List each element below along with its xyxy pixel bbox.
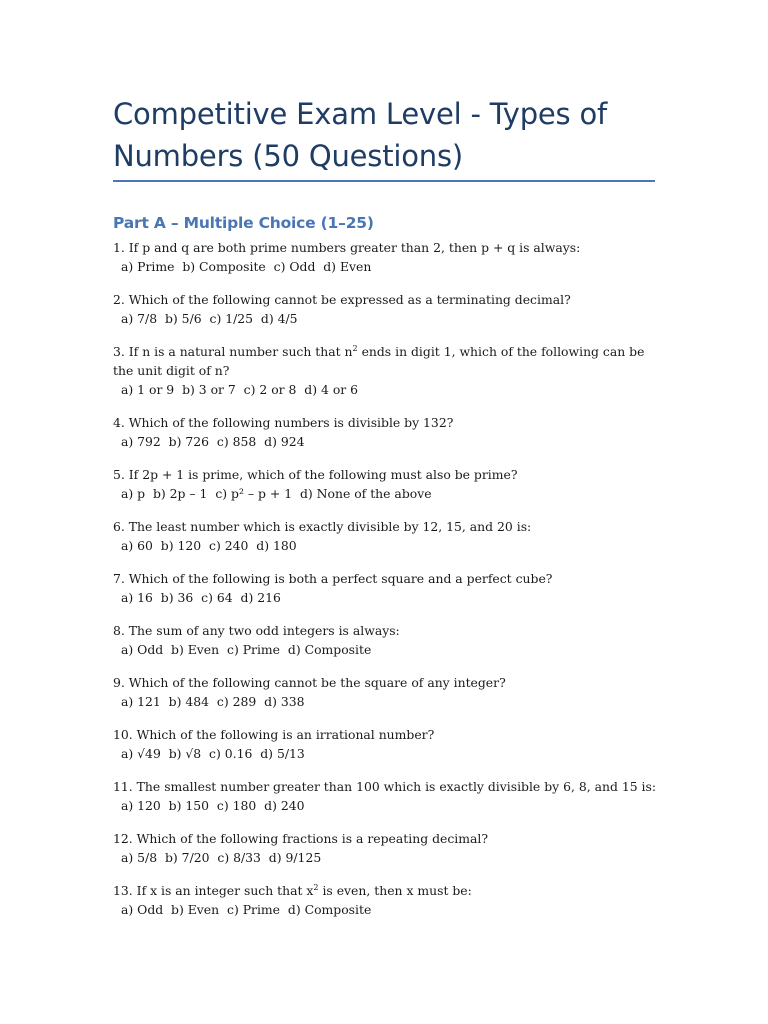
question-text xyxy=(113,673,658,692)
question-text xyxy=(113,238,658,257)
question-body: The least number which is exactly divisible by 12, 15, and 20 is: xyxy=(128,519,532,534)
question-number: 3. xyxy=(113,344,125,359)
question-5 xyxy=(113,465,658,504)
question-12 xyxy=(113,829,658,868)
question-number: 4. xyxy=(113,415,125,430)
answer-options: a) 7/8 b) 5/6 c) 1/25 d) 4/5 xyxy=(121,311,298,326)
question-body: Which of the following is an irrational number? xyxy=(136,727,435,742)
question-8 xyxy=(113,621,658,660)
question-text xyxy=(113,725,658,744)
question-text xyxy=(113,465,658,484)
answer-options: a) 120 b) 150 c) 180 d) 240 xyxy=(121,798,305,813)
question-number: 7. xyxy=(113,571,125,586)
question-6 xyxy=(113,517,658,556)
question-text xyxy=(113,777,658,796)
question-text xyxy=(113,342,658,380)
question-9 xyxy=(113,673,658,712)
question-number: 5. xyxy=(113,467,125,482)
answer-options: a) Prime b) Composite c) Odd d) Even xyxy=(121,259,372,274)
question-7 xyxy=(113,569,658,608)
answer-options: a) 16 b) 36 c) 64 d) 216 xyxy=(121,590,281,605)
question-body-end: ends in digit 1, which of the following can be the unit digit of n? xyxy=(113,344,645,378)
question-body: Which of the following cannot be expressed as a terminating decimal? xyxy=(128,292,571,307)
answer-options: a) 792 b) 726 c) 858 d) 924 xyxy=(121,434,305,449)
question-body: The smallest number greater than 100 which is exactly divisible by 6, 8, and 15 is: xyxy=(136,779,657,794)
question-text xyxy=(113,413,658,432)
question-11 xyxy=(113,777,658,816)
question-text xyxy=(113,517,658,536)
question-body-start: If x is an integer such that x xyxy=(136,883,314,898)
answer-options: a) √49 b) √8 c) 0.16 d) 5/13 xyxy=(121,746,305,761)
question-number: 10. xyxy=(113,727,133,742)
question-text xyxy=(113,829,658,848)
question-number: 1. xyxy=(113,240,125,255)
question-text xyxy=(113,569,658,588)
question-body: Which of the following cannot be the square of any integer? xyxy=(128,675,506,690)
question-10 xyxy=(113,725,658,764)
answer-options: a) 121 b) 484 c) 289 d) 338 xyxy=(121,694,305,709)
question-number: 2. xyxy=(113,292,125,307)
question-body: Which of the following numbers is divisible by 132? xyxy=(128,415,454,430)
question-list xyxy=(113,238,658,933)
answer-options: a) Odd b) Even c) Prime d) Composite xyxy=(121,642,372,657)
question-3 xyxy=(113,342,658,400)
answer-options: a) Odd b) Even c) Prime d) Composite xyxy=(121,902,372,917)
question-2 xyxy=(113,290,658,329)
question-number: 9. xyxy=(113,675,125,690)
title-divider xyxy=(113,180,655,182)
question-body: If 2p + 1 is prime, which of the following must also be prime? xyxy=(128,467,518,482)
question-body: Which of the following is both a perfect square and a perfect cube? xyxy=(128,571,553,586)
exponent: 2 xyxy=(313,883,319,892)
question-number: 8. xyxy=(113,623,125,638)
answer-options: a) 60 b) 120 c) 240 d) 180 xyxy=(121,538,297,553)
question-body-end: is even, then x must be: xyxy=(318,883,472,898)
question-text xyxy=(113,290,658,309)
question-text xyxy=(113,881,658,900)
question-number: 13. xyxy=(113,883,133,898)
page-title: Competitive Exam Level - Types of Numbers (50 Questions) xyxy=(113,97,608,173)
section-heading: Part A – Multiple Choice (1–25) xyxy=(113,214,374,232)
question-number: 12. xyxy=(113,831,133,846)
answer-options: a) p b) 2p – 1 c) p² – p + 1 d) None of the above xyxy=(121,486,432,501)
question-number: 6. xyxy=(113,519,125,534)
question-number: 11. xyxy=(113,779,133,794)
question-body: The sum of any two odd integers is always: xyxy=(128,623,400,638)
answer-options: a) 5/8 b) 7/20 c) 8/33 d) 9/125 xyxy=(121,850,322,865)
question-text xyxy=(113,621,658,640)
question-body: Which of the following fractions is a repeating decimal? xyxy=(136,831,488,846)
question-body: If p and q are both prime numbers greater than 2, then p + q is always: xyxy=(128,240,581,255)
answer-options: a) 1 or 9 b) 3 or 7 c) 2 or 8 d) 4 or 6 xyxy=(121,382,359,397)
question-4 xyxy=(113,413,658,452)
exponent: 2 xyxy=(352,344,358,353)
question-1 xyxy=(113,238,658,277)
question-body-start: If n is a natural number such that n xyxy=(128,344,353,359)
question-13 xyxy=(113,881,658,920)
